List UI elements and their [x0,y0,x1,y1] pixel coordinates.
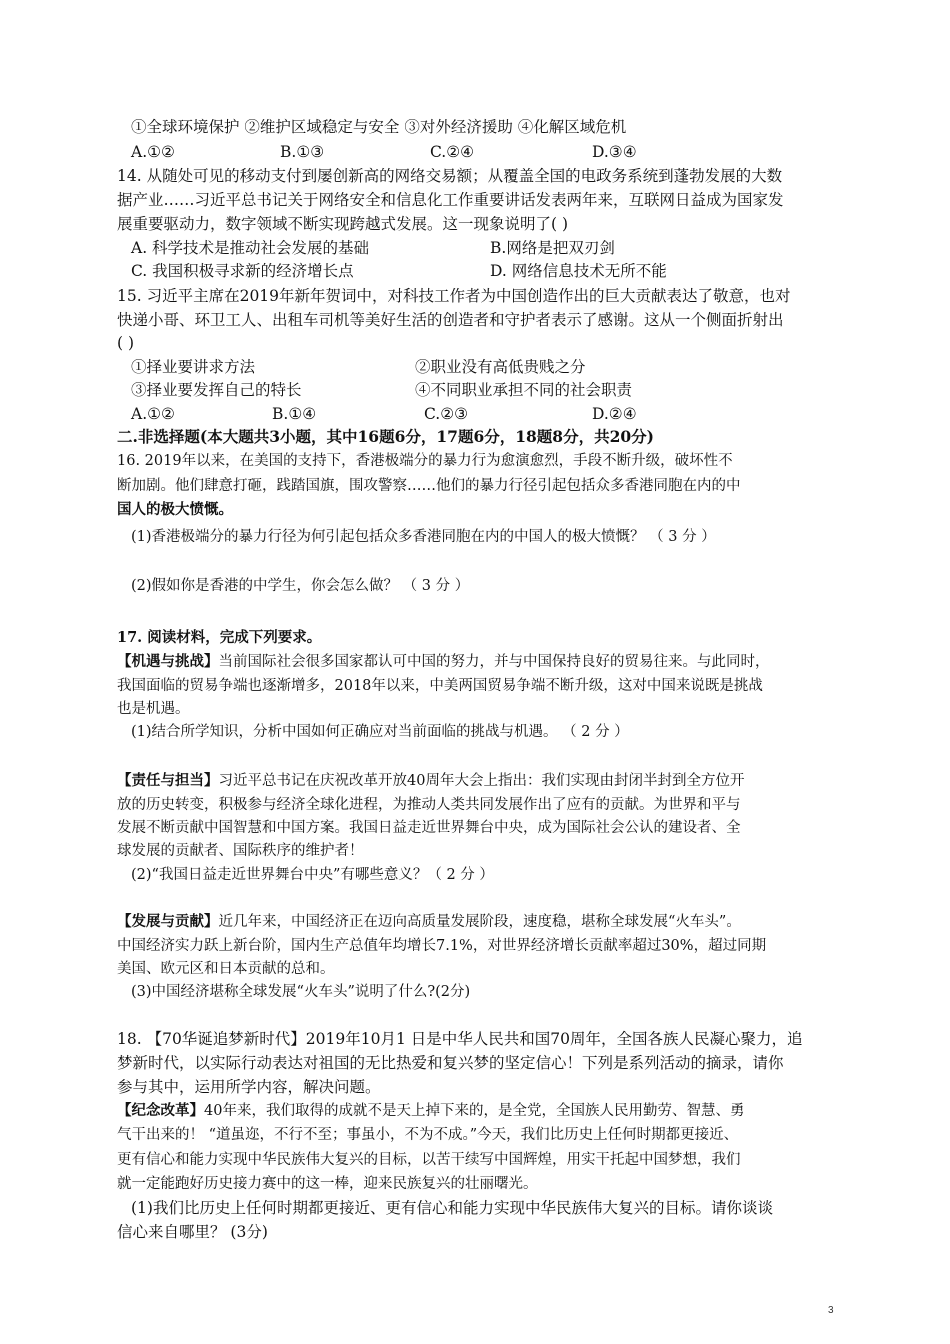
q17-p1-line-2: 我国面临的贸易争端也逐渐增多，2018年以来，中美两国贸易争端不断升级，这对中国来说既是挑战 [117,678,763,694]
q18-p1-line-1: 【纪念改革】40年来，我们取得的成就不是天上掉下来的，是全党，全国族人民用勤劳、智慧、勇 [117,1103,745,1119]
q17-p3-line-1: 【发展与贡献】近几年来，中国经济正在迈向高质量发展阶段，速度稳，堪称全球发展“火车头”。 [117,914,741,930]
q17-p1-tag: 【机遇与挑战】 [117,654,219,670]
q17-p2-line-3: 发展不断贡献中国智慧和中国方案。我国日益走近世界舞台中央，成为国际社会公认的建设者、全 [117,820,741,836]
q15-line-1: 15. 习近平主席在2019年新年贺词中，对科技工作者为中国创造作出的巨大贡献表达了敬意，也对 [117,287,791,305]
q17-p2-line-1: 【责任与担当】习近平总书记在庆祝改革开放40周年大会上指出：我们实现由封闭半封到全方位开 [117,773,745,789]
q15-option-3: ③择业要发挥自己的特长 [131,381,302,399]
q15-line-3: ( ) [117,334,135,352]
q17-title: 17. 阅读材料，完成下列要求。 [117,629,322,646]
q14-choice-b: B.网络是把双刃剑 [490,239,615,257]
q13-choice-b: B.①③ [280,143,325,161]
q18-p1-line-4: 就一定能跑好历史接力赛中的这一棒，迎来民族复兴的壮丽曙光。 [117,1176,538,1192]
q18-line-3: 参与其中，运用所学内容，解决问题。 [117,1078,381,1096]
q16-line-3: 国人的极大愤慨。 [117,501,233,518]
q17-p3-line-3: 美国、欧元区和日本贡献的总和。 [117,961,335,977]
q17-sub-2: (2)“我国日益走近世界舞台中央”有哪些意义？（ 2 分 ） [131,867,494,883]
q17-p2-tag: 【责任与担当】 [117,773,219,789]
q15-option-4: ④不同职业承担不同的社会职责 [415,381,633,399]
q14-choice-d: D. 网络信息技术无所不能 [490,262,667,280]
q15-choice-d: D.②④ [592,405,637,423]
q18-p1-line-2: 气干出来的！ “道虽迩，不行不至；事虽小，不为不成。”今天，我们比历史上任何时期都更接近、 [117,1127,739,1143]
q17-p2-line-2: 放的历史转变，积极参与经济全球化进程，为推动人类共同发展作出了应有的贡献。为世界和平与 [117,797,741,813]
page-number: 3 [828,1305,834,1316]
q18-line-1: 18. 【70华诞追梦新时代】2019年10月1 日是中华人民共和国70周年，全国各族人民凝心聚力，追 [117,1030,803,1048]
q17-p1-line-3: 也是机遇。 [117,701,190,717]
q13-choice-d: D.③④ [592,143,637,161]
q18-p1-tag: 【纪念改革】 [117,1103,204,1119]
q18-sub-1-line-2: 信心来自哪里？ (3分) [117,1223,268,1241]
q17-sub-1: (1)结合所学知识，分析中国如何正确应对当前面临的挑战与机遇。 （ 2 分 ） [131,724,629,740]
q16-line-2: 断加剧。他们肆意打砸，践踏国旗，围攻警察……他们的暴力行径引起包括众多香港同胞在内的中 [117,478,741,494]
q14-line-2: 据产业……习近平总书记关于网络安全和信息化工作重要讲话发表两年来，互联网日益成为国家发 [117,191,784,209]
q16-line-1: 16. 2019年以来，在美国的支持下，香港极端分的暴力行为愈演愈烈，手段不断升级，破坏性不 [117,453,733,469]
q15-choice-c: C.②③ [424,405,469,423]
q18-line-2: 梦新时代，以实际行动表达对祖国的无比热爱和复兴梦的坚定信心！下列是系列活动的摘录，请你 [117,1054,784,1072]
q14-line-3: 展重要驱动力，数字领域不断实现跨越式发展。这一现象说明了( ) [117,215,569,233]
q14-choice-c: C. 我国积极寻求新的经济增长点 [131,262,354,280]
q15-option-2: ②职业没有高低贵贱之分 [415,358,586,376]
q17-p2-line-4: 球发展的贡献者、国际秩序的维护者！ [117,843,364,859]
q15-choice-b: B.①④ [272,405,317,423]
section-2-title: 二.非选择题(本大题共3小题，其中16题6分，17题6分，18题8分，共20分) [117,427,654,446]
q14-choice-a: A. 科学技术是推动社会发展的基础 [131,239,370,257]
q18-p1-line-3: 更有信心和能力实现中华民族伟大复兴的目标，以苦干续写中国辉煌，用实干托起中国梦想，我们 [117,1152,741,1168]
q13-choice-a: A.①② [131,143,175,161]
q14-line-1: 14. 从随处可见的移动支付到屡创新高的网络交易额；从覆盖全国的电政务系统到蓬勃发展的大数 [117,167,783,185]
q15-line-2: 快递小哥、环卫工人、出租车司机等美好生活的创造者和守护者表示了感谢。这从一个侧面折射出 [117,311,784,329]
q15-option-1: ①择业要讲求方法 [131,358,256,376]
q15-choice-a: A.①② [131,405,175,423]
q13-choice-c: C.②④ [430,143,475,161]
q17-p3-line-2: 中国经济实力跃上新台阶，国内生产总值年均增长7.1%，对世界经济增长贡献率超过30%，超过同期 [117,938,767,954]
q16-sub-2: (2)假如你是香港的中学生，你会怎么做？ （ 3 分 ） [131,578,470,594]
q16-sub-1: (1)香港极端分的暴力行径为何引起包括众多香港同胞在内的中国人的极大愤慨？ （ 3 分 ） [131,529,716,545]
q17-p3-tag: 【发展与贡献】 [117,914,219,930]
q17-sub-3: (3)中国经济堪称全球发展“火车头”说明了什么?(2分) [131,984,471,1000]
q18-sub-1-line-1: (1)我们比历史上任何时期都更接近、更有信心和能力实现中华民族伟大复兴的目标。请你谈谈 [131,1199,773,1217]
q13-options: ①全球环境保护 ②维护区域稳定与安全 ③对外经济援助 ④化解区域危机 [131,118,627,136]
q17-p1-line-1: 【机遇与挑战】当前国际社会很多国家都认可中国的努力，并与中国保持良好的贸易往来。与此同时， [117,654,770,670]
